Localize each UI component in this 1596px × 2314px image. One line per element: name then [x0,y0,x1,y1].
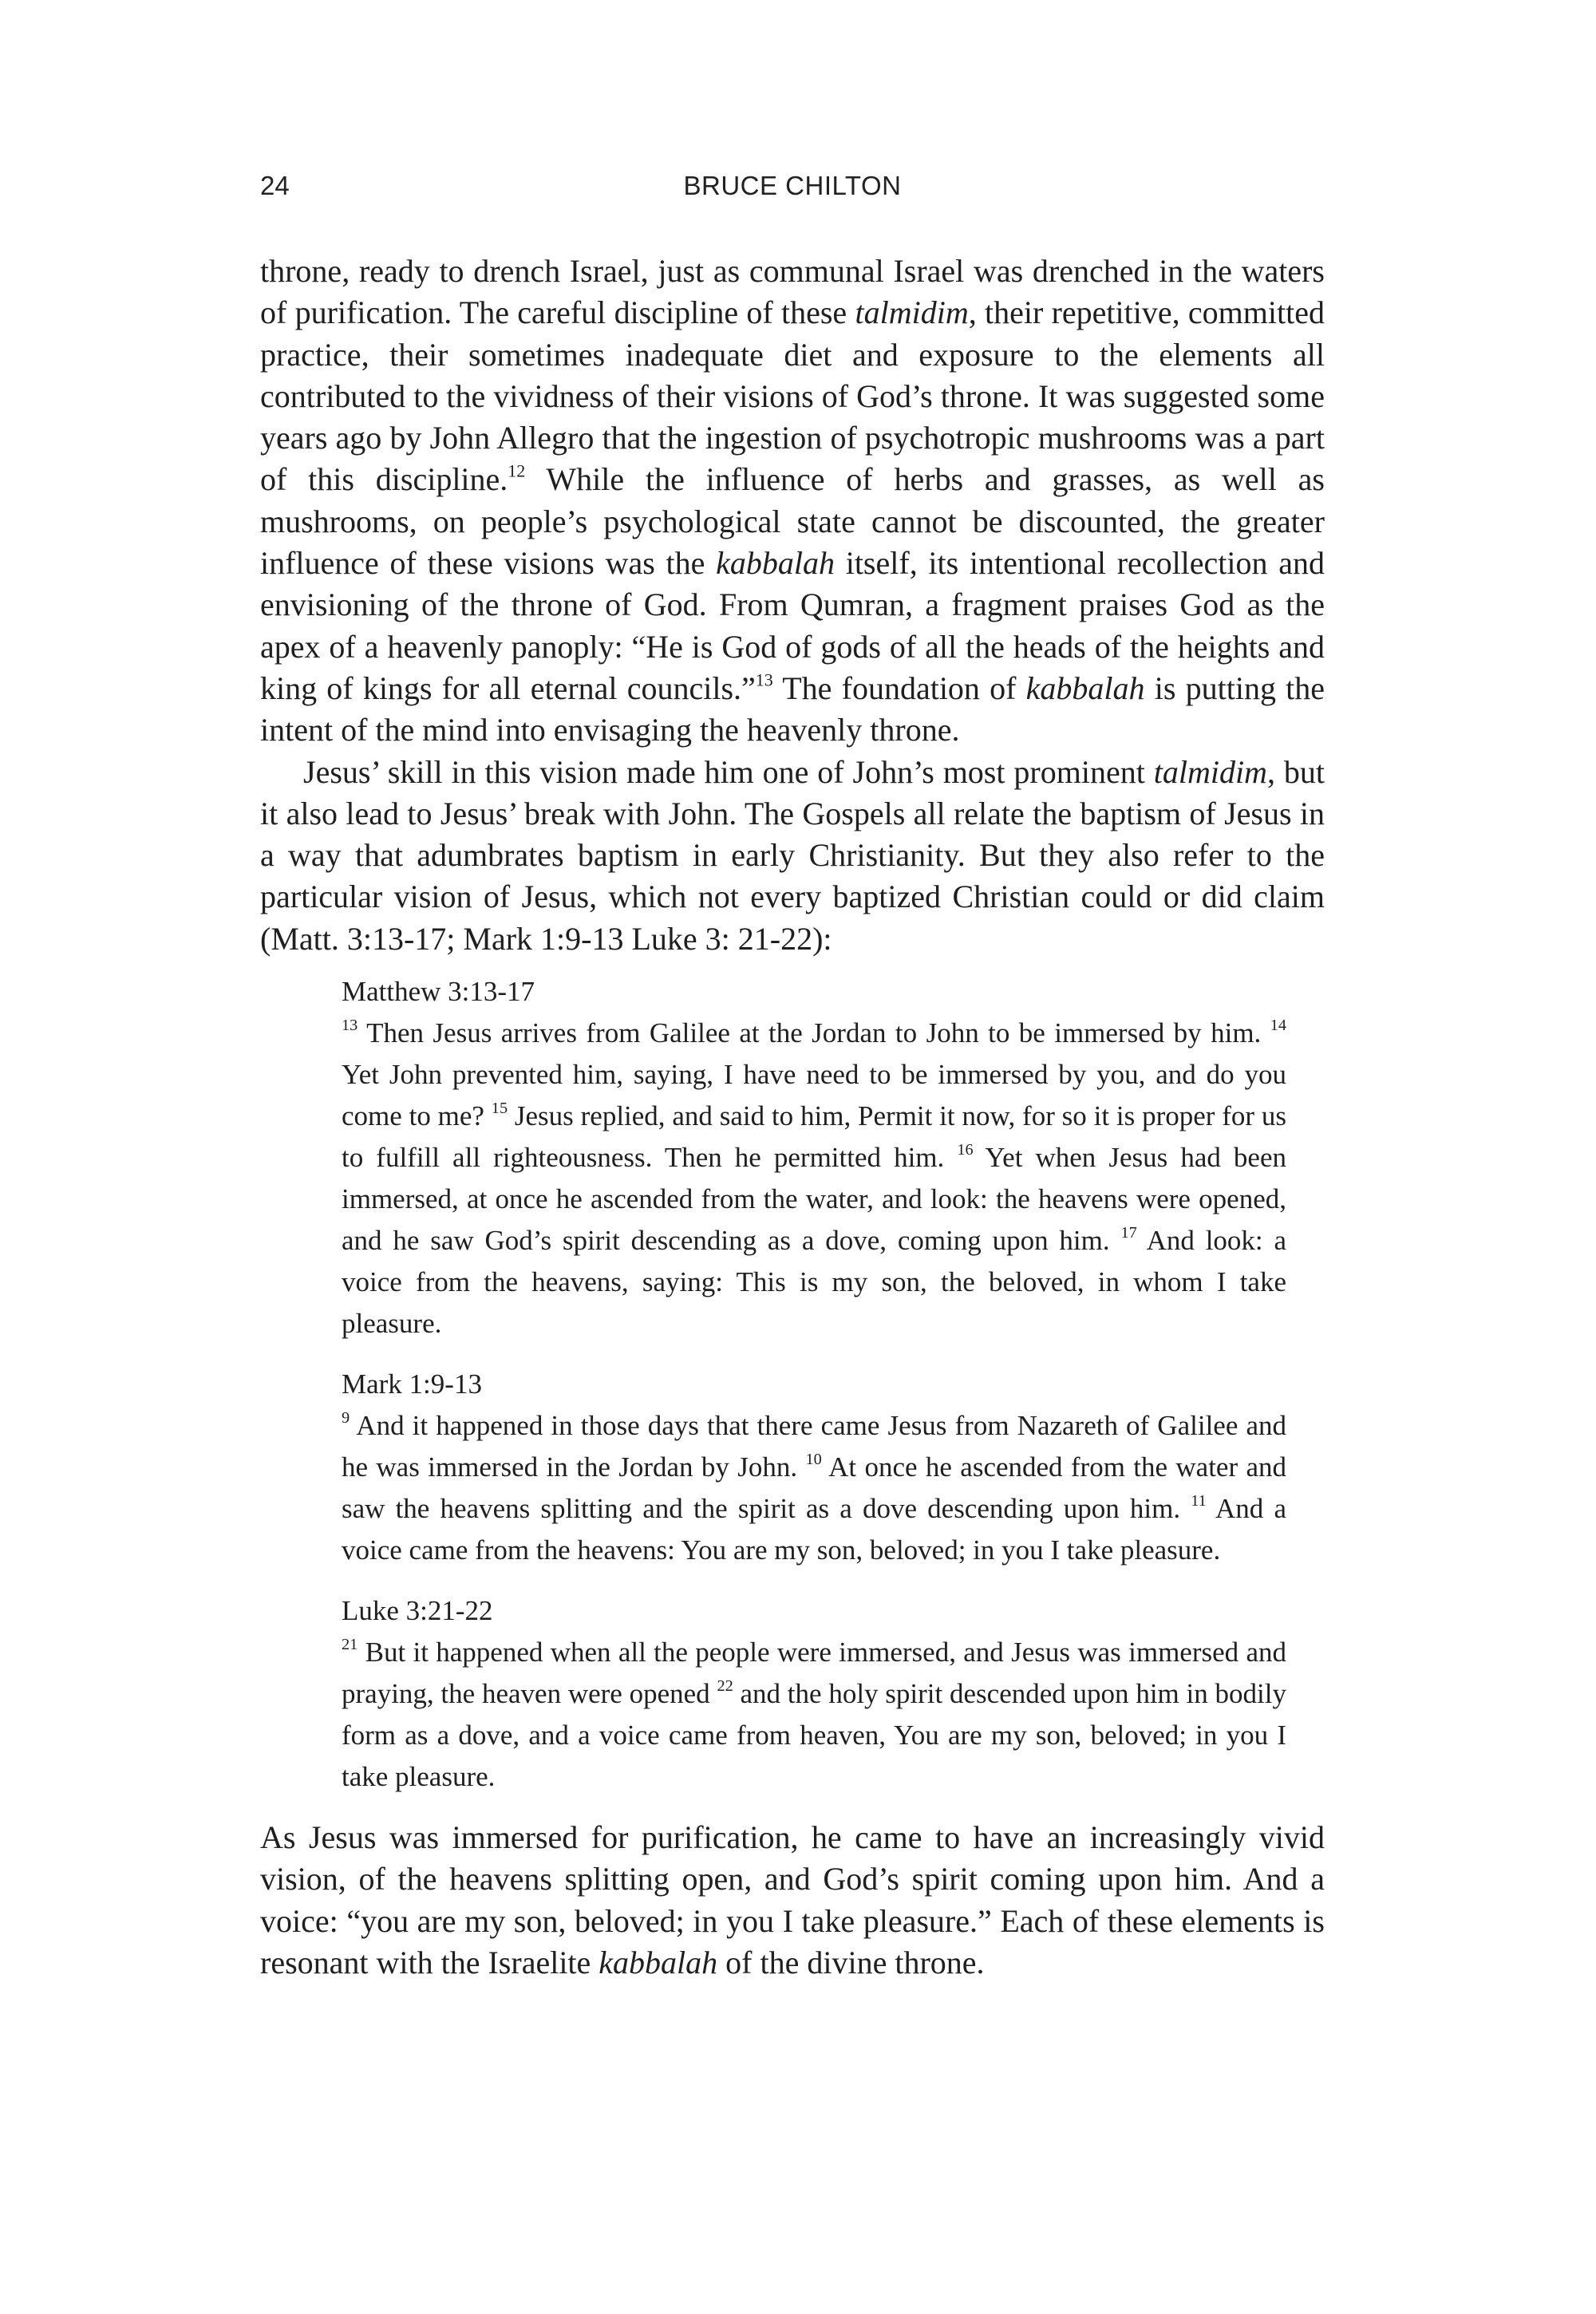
gospel-quotations [342,971,1286,1798]
quote-text [342,1632,1286,1798]
verse-text: Then Jesus arrives from Galilee at the Jordan to John to be immersed by him. [358,1017,1270,1049]
verse-text: Yet when Jesus had been immersed, at once he ascended from the water, and look: the heavens were opened, and he saw God’s spirit descending as a dove, coming upon him. [342,1142,1287,1257]
verse-text: But it happened when all the people were immersed, and Jesus was immersed and praying, the heaven were opened [342,1637,1286,1710]
verse-number: 10 [805,1450,822,1468]
book-page [260,160,1325,1984]
text-run: is putting the intent of the mind into envisaging the heavenly throne. [260,669,1325,748]
italic-term: talmidim [1153,753,1267,790]
text-run: As Jesus was immersed for purification, he came to have an increasingly vivid vision, of the heavens splitting open, and God’s spirit coming upon him. And a voice: “you are my son, beloved; in you I take pleasure.” Each of these elements is resonant with the Israelite [260,1819,1325,1980]
quote-matthew [342,971,1286,1345]
italic-term: kabbalah [1025,669,1145,706]
verse-text: Yet John prevented him, saying, I have need to be immersed by you, and do you come to me? [342,1059,1286,1132]
italic-term: kabbalah [716,545,835,582]
text-run: While the influence of herbs and grasses, as well as mushrooms, on people’s psychological state cannot be discounted, the greater influence of these visions was the [260,461,1325,582]
text-run: of the divine throne. [717,1944,985,1980]
verse-text: And a voice came from the heavens: You are my son, beloved; in you I take pleasure. [342,1493,1286,1566]
paragraph-immersion-vision [260,1817,1325,1984]
verse-text: and the holy spirit descended upon him in bodily form as a dove, and a voice came from heaven, You are my son, beloved; in you I take pleasure. [342,1678,1286,1793]
text-run: , but it also lead to Jesus’ break with John. The Gospels all relate the baptism of Jesus in a way that adumbrates baptism in early Christianity. But they also refer to the particular vision of Jesus, which not every baptized Christian could or did claim (Matt. 3:13-17; Mark 1:9-13 Luke 3: 21-22): [260,753,1325,957]
verse-text: At once he ascended from the water and saw the heavens splitting and the spirit as a dove descending upon him. [342,1451,1286,1525]
italic-term: kabbalah [598,1944,718,1980]
quote-luke [342,1590,1286,1798]
quote-reference: Matthew 3:13-17 [342,976,535,1008]
quote-reference: Mark 1:9-13 [342,1368,482,1400]
text-run: The foundation of [772,669,1026,706]
verse-number: 11 [1191,1491,1207,1510]
text-run: itself, its intentional recollection and envisioning of the throne of God. From Qumran, a fragment praises God as the apex of a heavenly panoply: “He is God of gods of all the heads of the heights and king of kings for all eternal councils.” [260,545,1325,706]
text-run: throne, ready to drench Israel, just as communal Israel was drenched in the waters of purification. The careful discipline of these [260,253,1325,331]
text-run: Jesus’ skill in this vision made him one of John’s most prominent [303,753,1154,790]
verse-number: 16 [957,1140,974,1159]
verse-text: And look: a voice from the heavens, saying: This is my son, the beloved, in whom I take pleasure. [342,1225,1286,1340]
verse-number: 22 [717,1676,733,1695]
text-run: , their repetitive, committed practice, their sometimes inadequate diet and exposure to the elements all contributed to the vividness of their visions of God’s throne. It was suggested some years ago by John Allegro that the ingestion of psychotropic mushrooms was a part of this discipline. [260,294,1325,498]
body-text [260,251,1325,1984]
running-head [260,160,1325,215]
verse-number: 13 [342,1016,358,1034]
quote-text [342,1013,1286,1345]
quote-text [342,1405,1286,1571]
footnote-marker: 12 [508,460,526,481]
verse-text: And it happened in those days that there came Jesus from Nazareth of Galilee and he was immersed in the Jordan by John. [342,1410,1286,1483]
quote-mark [342,1364,1286,1571]
verse-number: 14 [1270,1016,1286,1034]
verse-number: 21 [342,1635,358,1653]
verse-text: Jesus replied, and said to him, Permit it now, for so it is proper for us to fulfill all righteousness. Then he permitted him. [342,1100,1286,1174]
paragraph-throne-visions [260,251,1325,752]
running-title: BRUCE CHILTON [683,171,902,200]
quote-reference: Luke 3:21-22 [342,1595,493,1627]
page-number: 24 [260,171,290,200]
verse-number: 9 [342,1408,350,1427]
italic-term: talmidim [855,294,969,331]
verse-number: 15 [491,1099,508,1117]
footnote-marker: 13 [755,669,773,690]
paragraph-jesus-skill [260,752,1325,960]
verse-number: 17 [1120,1223,1137,1242]
